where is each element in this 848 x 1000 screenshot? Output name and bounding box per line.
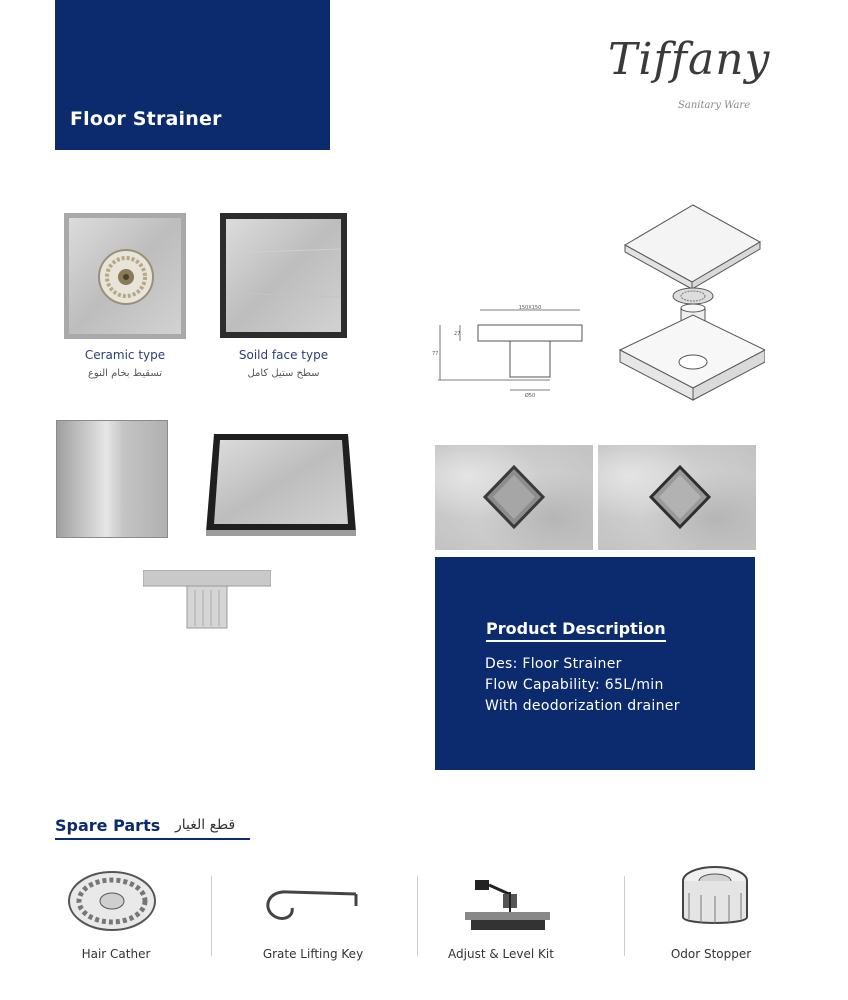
page-title: Floor Strainer [70,108,222,130]
spare-part-label-level-kit: Adjust & Level Kit [448,947,554,961]
description-line: With deodorization drainer [485,698,680,714]
odor-stopper-icon [679,863,751,935]
spare-part-label-hair-catcher: Hair Cather [81,947,151,961]
dimension-drawing [430,300,590,400]
spare-parts-title-ar: قطع الغيار [175,817,236,833]
solid-face-type-label-ar: سطح ستيل كامل [247,368,320,379]
side-profile-photo [143,570,271,630]
installed-marble-photo-2 [598,445,756,550]
outlet-dimension-label: Ø50 [524,393,536,399]
hair-catcher-icon [67,870,157,932]
ceramic-type-photo [64,213,186,339]
spare-parts-title: Spare Parts [55,816,161,835]
divider [417,876,418,956]
logo-wordmark: Tiffany [608,34,771,85]
divider [211,876,212,956]
installed-marble-photo-1 [435,445,593,550]
lifting-key-icon [258,880,363,925]
width-dimension-label: 150X150 [518,305,542,311]
ceramic-type-label: Ceramic type [84,348,166,362]
spare-part-label-odor-stopper: Odor Stopper [670,947,752,961]
divider [624,876,625,956]
product-description-title: Product Description [486,619,666,642]
depth-dimension-label: 27 [454,331,461,337]
description-line: Des: Floor Strainer [485,656,622,672]
description-line: Flow Capability: 65L/min [485,677,664,693]
framed-grate-photo [206,432,356,537]
ceramic-type-label-ar: تسقيط بخام النوع [87,368,163,379]
solid-face-type-label: Soild face type [238,348,329,362]
brand-logo [600,28,790,123]
spare-parts-underline [55,838,250,840]
spare-part-label-lifting-key: Grate Lifting Key [262,947,364,961]
height-dimension-label: 77 [432,351,439,357]
level-kit-icon [465,872,550,934]
product-description-panel [435,557,755,770]
logo-tagline: Sanitary Ware [678,100,751,111]
solid-face-type-photo [220,213,347,338]
exploded-view-drawing [615,200,765,410]
brushed-panel-photo [56,420,168,538]
